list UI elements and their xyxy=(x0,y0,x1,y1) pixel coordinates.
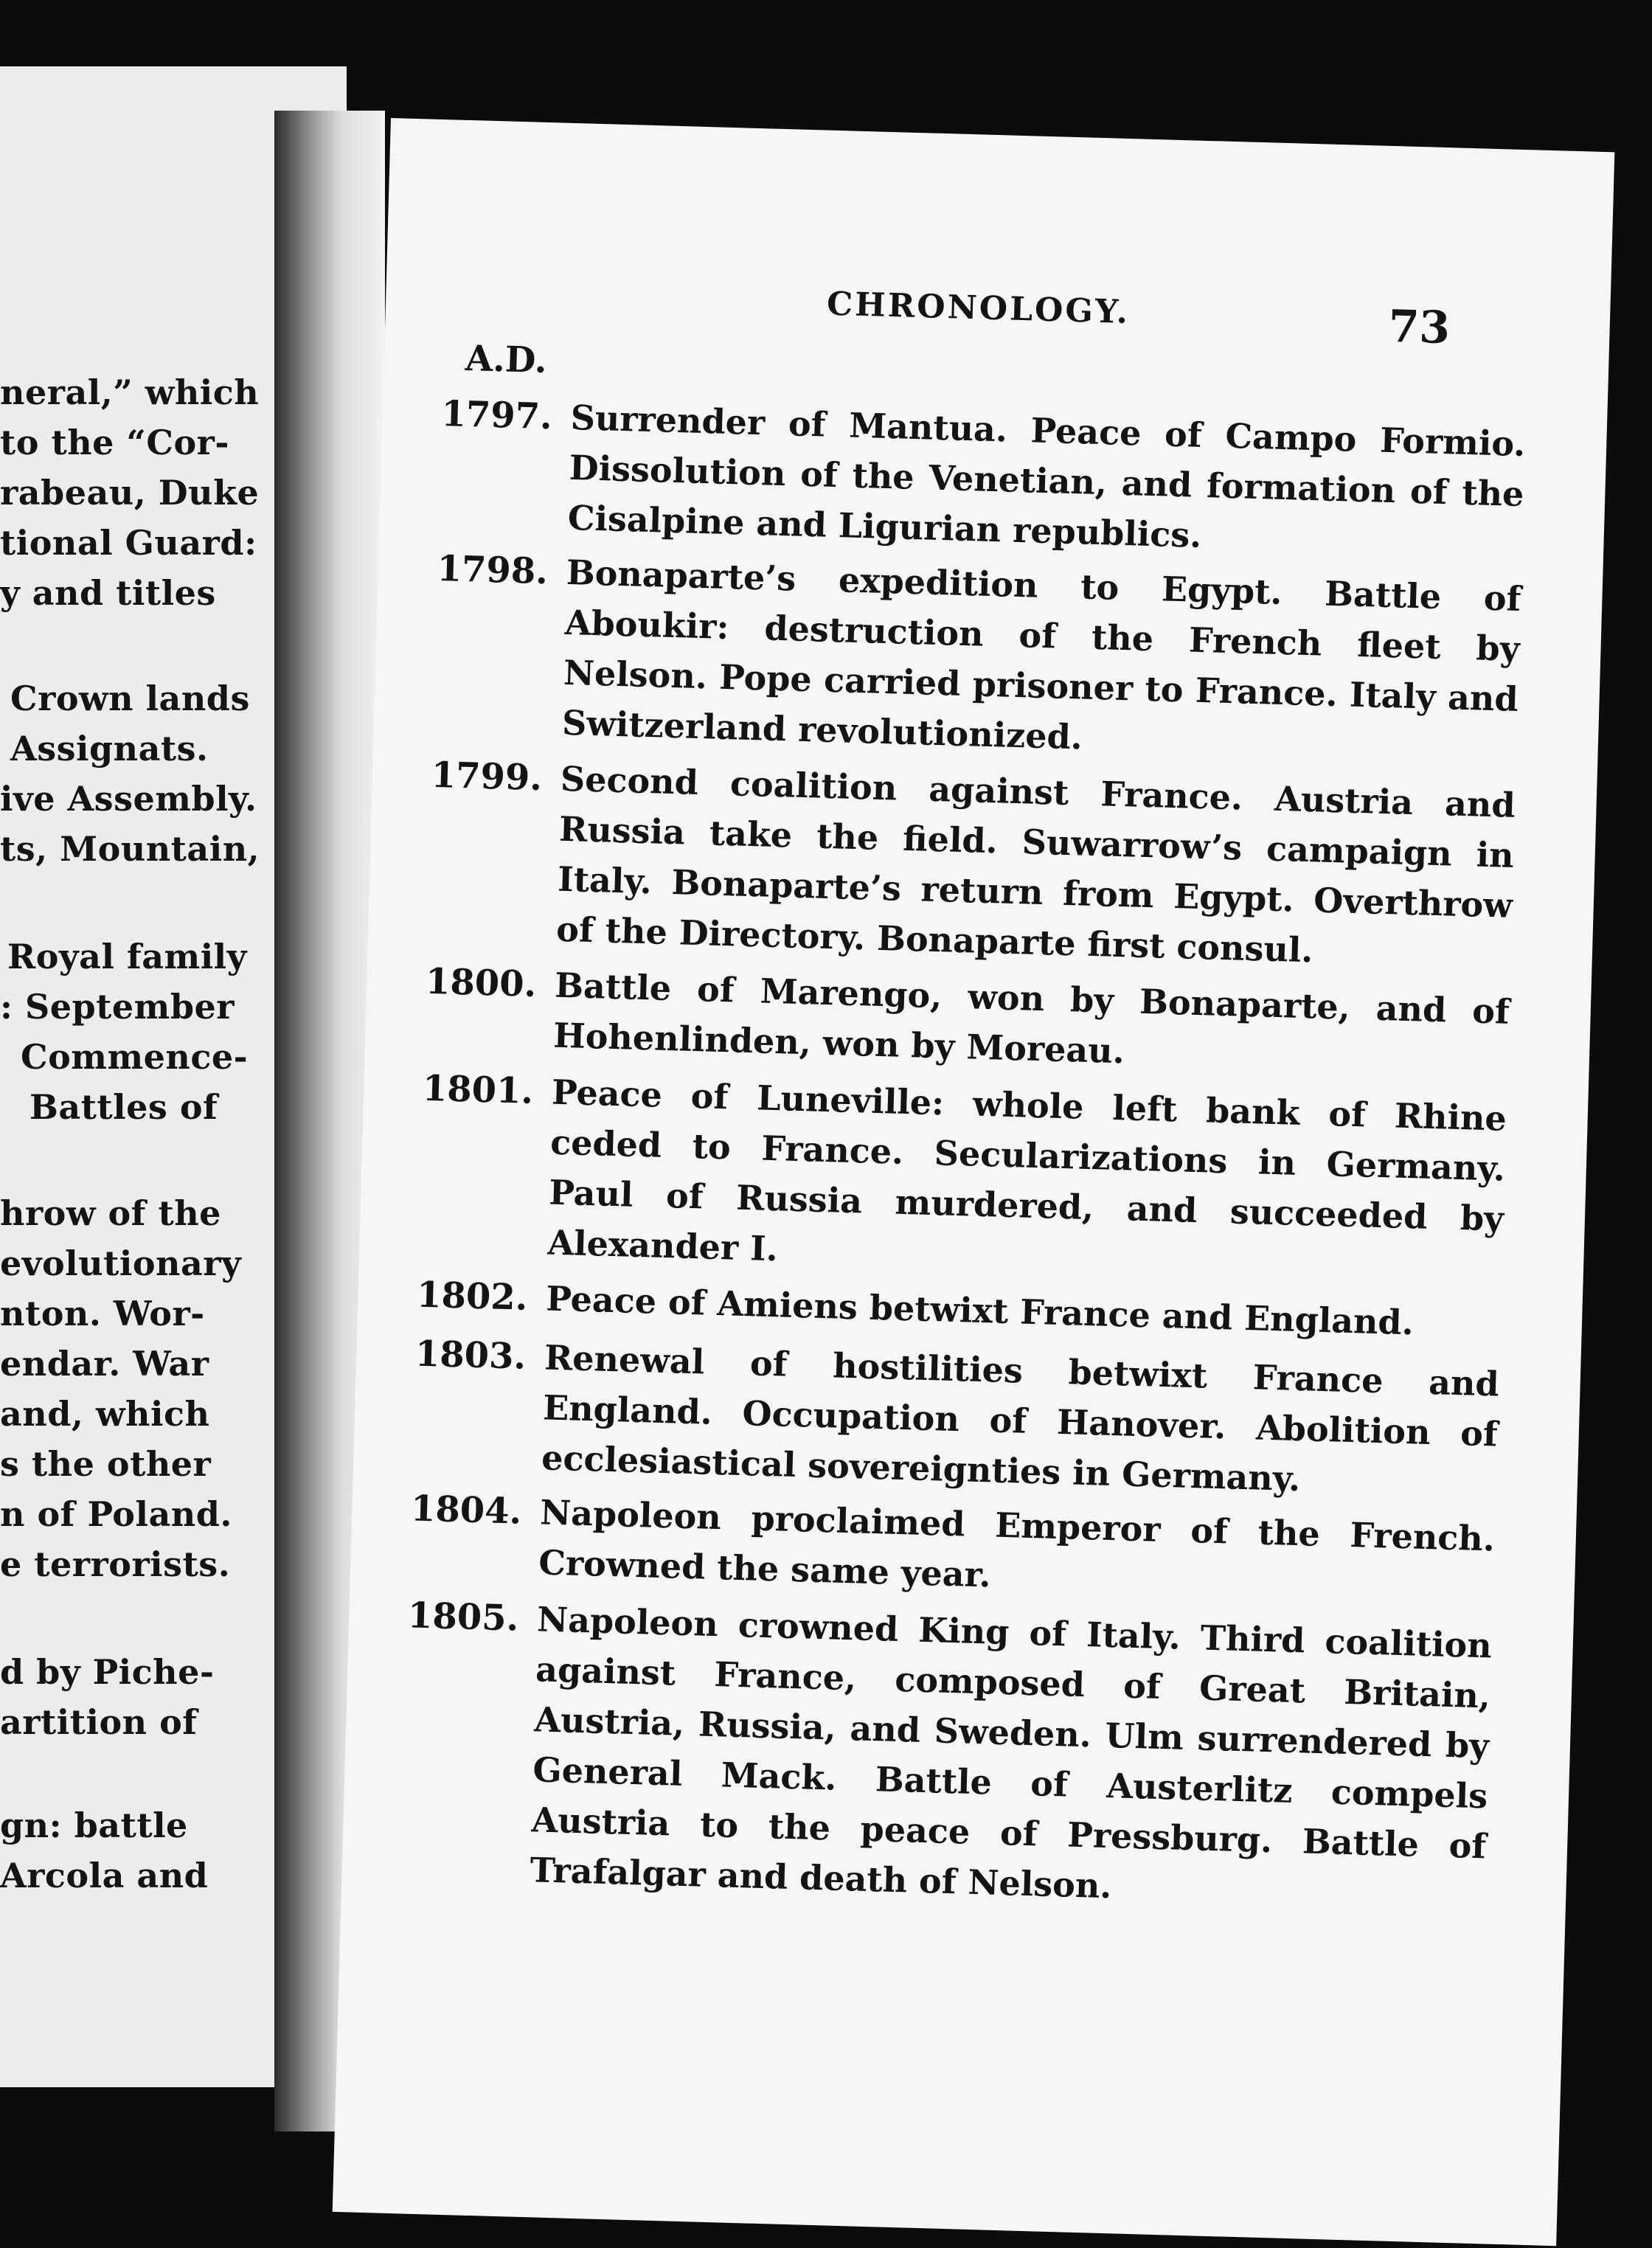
entry-text: Renewal of hostilities betwixt France and England. Occupation of Hanover. Abolition of ecclesiastical sovereignties in Germany. xyxy=(541,1337,1500,1499)
entry-text: Surrender of Mantua. Peace of Campo Formio. Dissolution of the Venetian, and formation of the Cisalpine and Ligurian republics. xyxy=(567,397,1527,555)
left-page-line: s the other xyxy=(0,1444,212,1484)
left-page-line: e terrorists. xyxy=(0,1544,231,1584)
left-page-line: Commence- xyxy=(21,1037,249,1077)
entry-year: 1802. xyxy=(416,1274,529,1319)
left-page-line: Assignats. xyxy=(10,729,209,769)
entry-text: Peace of Amiens betwixt France and England. xyxy=(545,1278,1415,1343)
entry-year: 1800. xyxy=(425,960,538,1005)
entry-text: Napoleon crowned King of Italy. Third coalition against France, composed of Great Britain, Austria, Russia, and Sweden. Ulm surrendered by General Mack. Battle of Austerlitz compels Austria to the peace of Pressburg. Battle of Trafalgar and death of Nelson. xyxy=(530,1599,1493,1907)
entry-text: Second coalition against France. Austria and Russia take the field. Suwarrow’s campaign in Italy. Bonaparte’s return from Egypt. Overthrow of the Directory. Bonaparte first consul. xyxy=(555,758,1516,971)
chronology-entry xyxy=(384,387,1607,555)
left-page-line: tional Guard: xyxy=(0,523,257,563)
left-page-line: Arcola and xyxy=(0,1856,209,1895)
left-page-line: and, which xyxy=(0,1394,210,1434)
left-page-line: y and titles xyxy=(0,573,216,613)
left-page-line: n of Poland. xyxy=(0,1494,232,1534)
entry-year: 1805. xyxy=(407,1595,520,1640)
entry-year: 1803. xyxy=(414,1333,527,1378)
entry-year: 1798. xyxy=(436,547,549,593)
left-page-line: ts, Mountain, xyxy=(0,829,260,869)
left-page-line: Battles of xyxy=(30,1087,218,1127)
left-page-line: : September xyxy=(0,987,235,1027)
left-page-line: d by Piche- xyxy=(0,1652,215,1692)
left-page-line: endar. War xyxy=(0,1344,209,1384)
left-page-line: neral,” which xyxy=(0,372,260,412)
page-number: 73 xyxy=(1387,300,1451,355)
left-page-line: rabeau, Duke xyxy=(0,473,260,513)
left-page-line: to the “Cor- xyxy=(0,423,229,462)
entry-text: Napoleon proclaimed Emperor of the French. Crowned the same year. xyxy=(538,1492,1496,1595)
running-head: CHRONOLOGY. xyxy=(826,285,1131,332)
left-page-line: nton. Wor- xyxy=(0,1294,205,1333)
entry-text: Peace of Luneville: whole left bank of Rhine ceded to France. Secularizations in Germany. Paul of Russia murdered, and succeeded by Alexander I. xyxy=(546,1072,1507,1269)
entry-text: Battle of Marengo, won by Bonaparte, and of Hohenlinden, won by Moreau. xyxy=(552,965,1510,1072)
entry-year: 1799. xyxy=(431,754,543,799)
left-page-line: Crown lands xyxy=(10,679,250,718)
left-page-line: gn: battle xyxy=(0,1805,188,1845)
left-page-line: Royal family xyxy=(7,937,247,976)
left-page-line: hrow of the xyxy=(0,1193,221,1233)
entry-year: 1801. xyxy=(422,1067,535,1112)
era-label: A.D. xyxy=(465,337,548,382)
left-page-line: artition of xyxy=(0,1702,198,1742)
entry-text: Bonaparte’s expedition to Egypt. Battle of Aboukir: destruction of the French fleet by Nelson. Pope carried prisoner to France. Italy and Switzerland revolutionized. xyxy=(561,552,1522,757)
left-page-line: ive Assembly. xyxy=(0,779,257,819)
entry-year: 1804. xyxy=(410,1488,523,1533)
entry-year: 1797. xyxy=(440,393,553,438)
right-page xyxy=(333,118,1615,2246)
left-page-line: evolutionary xyxy=(0,1243,242,1283)
